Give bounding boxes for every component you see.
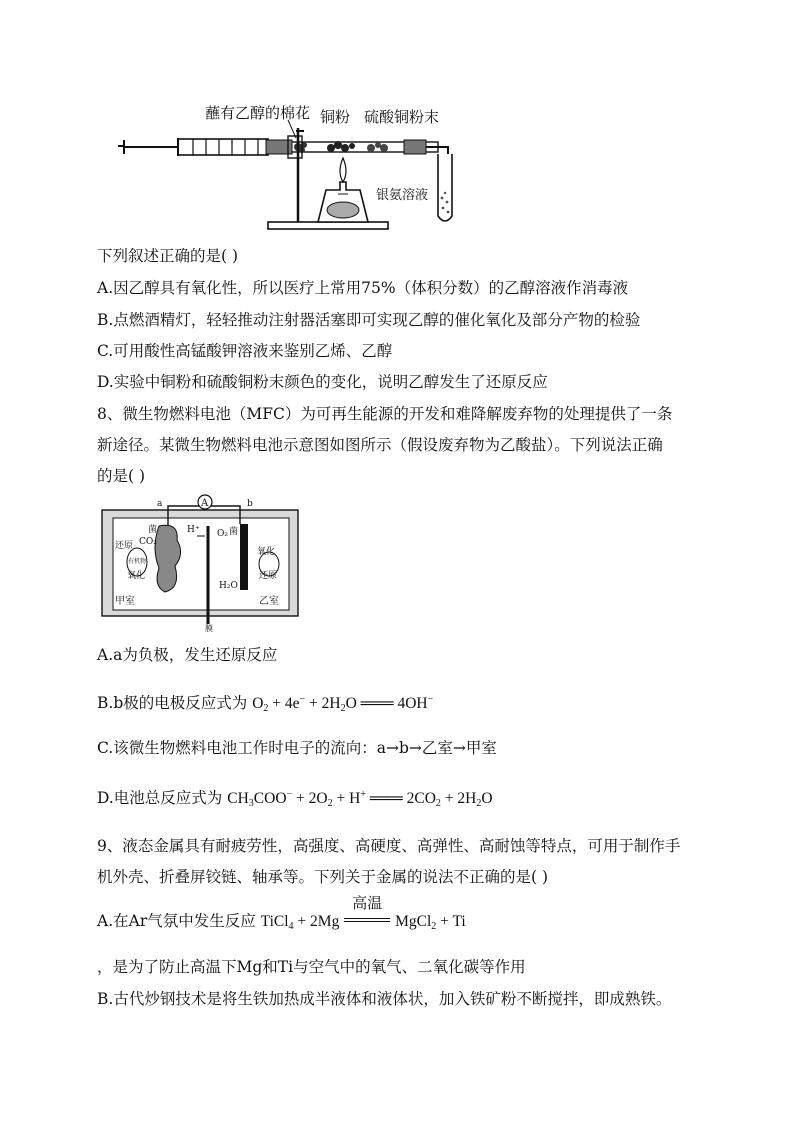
label-silver-ammonia: 银氨溶液 <box>376 188 429 203</box>
organic-label: 有机物 <box>128 558 147 565</box>
label-copper: 铜粉 <box>320 108 351 126</box>
bacteria-left-label: 菌 <box>148 525 158 535</box>
q8-option-d-prefix: D.电池总反应式为 <box>97 789 223 807</box>
q9-option-b: B.古代炒钢技术是将生铁加热成半液体和液体状，加入铁矿粉不断搅拌，即成熟铁。 <box>97 990 672 1008</box>
q9-option-a <box>97 896 466 937</box>
q8-stem-line3: 的是( ) <box>97 467 146 485</box>
co2-label: CO₂ <box>139 537 157 547</box>
q8-stem-line2: 新途径。某微生物燃料电池示意图如图所示（假设废弃物为乙酸盐）。下列说法正确 <box>97 436 663 454</box>
q7-stem: 下列叙述正确的是( ) <box>97 247 239 265</box>
ammeter-label: A <box>201 498 209 509</box>
q9-option-a-cont: ，是为了防止高温下Mg和Ti与空气中的氧气、二氧化碳等作用 <box>97 958 526 976</box>
membrane-label: 膜 <box>205 624 213 632</box>
q8-option-b-equation: $O_2 + 4e^- + 2H_2O$ ═══ 4OH− <box>252 694 434 714</box>
q9-stem-line2: 机外壳、折叠屏铰链、轴承等。下列关于金属的说法不正确的是( ) <box>97 868 549 886</box>
label-cuso4: 硫酸铜粉末 <box>364 108 440 126</box>
q9-option-a-equation: TiCl$_4$ + 2Mg 高温 MgCl$_2$ + Ti <box>260 896 466 932</box>
q7-option-a: A.因乙醇具有氧化性，所以医疗上常用75%（体积分数）的乙醇溶液作消毒液 <box>97 279 629 297</box>
q9-stem-line1: 9、液态金属具有耐疲劳性，高强度、高硬度、高弹性、高耐蚀等特点，可用于制作手 <box>97 837 681 855</box>
h-plus-label: H⁺ <box>187 525 200 535</box>
q7-option-b: B.点燃酒精灯，轻轻推动注射器活塞即可实现乙醇的催化氧化及部分产物的检验 <box>97 311 641 329</box>
q8-option-b <box>97 690 433 719</box>
q8-option-a: A.a为负极，发生还原反应 <box>97 646 278 664</box>
h2o-label: H₂O <box>219 581 238 591</box>
o2-label: O₂ <box>217 529 228 539</box>
q8-option-d <box>97 785 493 814</box>
bacteria-right-label: 菌 <box>229 527 239 537</box>
reduce-left-label: 还原 <box>115 541 134 551</box>
apparatus-figure <box>118 98 468 232</box>
q7-option-d: D.实验中铜粉和硫酸铜粉末颜色的变化，说明乙醇发生了还原反应 <box>97 373 548 391</box>
q8-stem-line1: 8、微生物燃料电池（MFC）为可再生能源的开发和难降解废弃物的处理提供了一条 <box>97 405 673 423</box>
q8-option-c: C.该微生物燃料电池工作时电子的流向：a→b→乙室→甲室 <box>97 739 497 757</box>
electrode-a-label: a <box>157 499 163 509</box>
q8-option-b-prefix: B.b极的电极反应式为 <box>97 694 248 712</box>
room-right-label: 乙室 <box>259 596 279 607</box>
fuel-cell-figure <box>101 492 301 632</box>
oxidize-left-label: 氧化 <box>127 571 146 581</box>
oxidize-right-label: 氧化 <box>257 547 276 557</box>
reduce-right-label: 还原 <box>259 571 278 581</box>
room-left-label: 甲室 <box>115 596 135 607</box>
label-cotton: 蘸有乙醇的棉花 <box>205 104 311 122</box>
electrode-b-label: b <box>247 499 253 509</box>
q9-option-a-prefix: A.在Ar气氛中发生反应 <box>97 912 256 930</box>
q7-option-c: C.可用酸性高锰酸钾溶液来鉴别乙烯、乙醇 <box>97 342 393 360</box>
q9-condition: 高温 <box>352 896 383 912</box>
q8-option-d-equation: $CH_3COO^- + 2O_2 + H^+$ ═══ $2CO_2 + 2H_2O$ <box>227 789 493 809</box>
